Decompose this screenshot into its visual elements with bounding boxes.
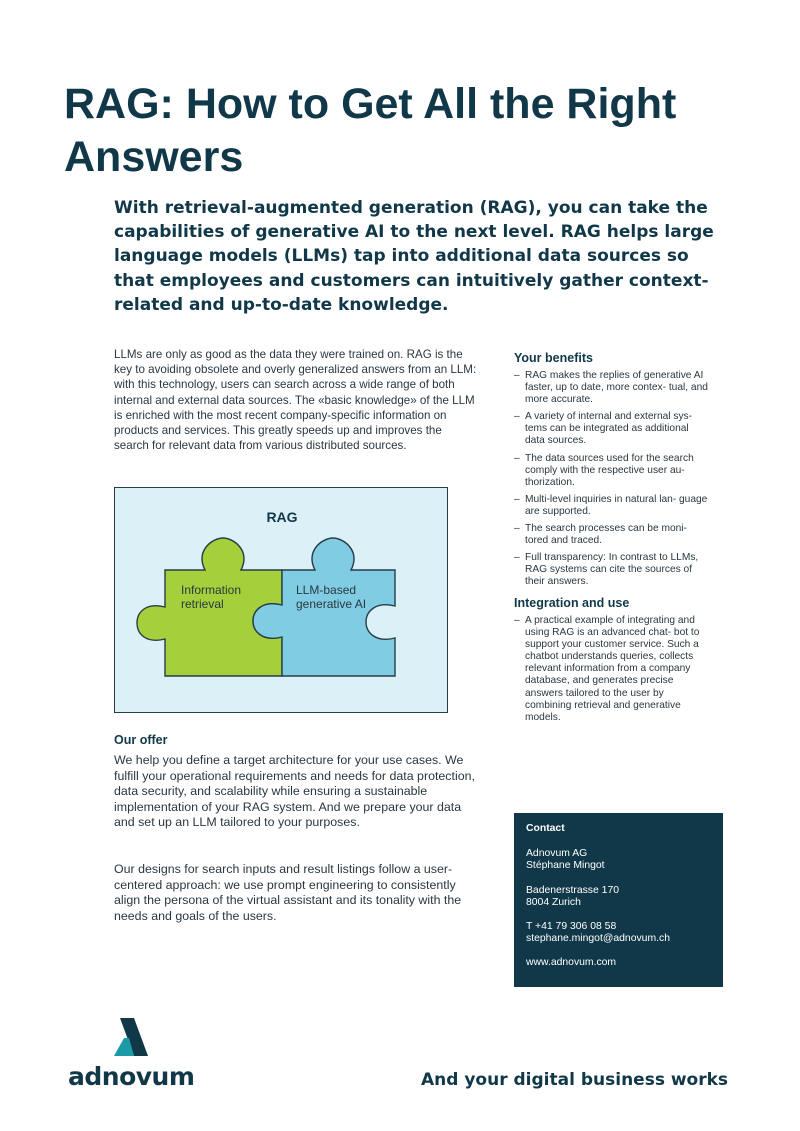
contact-company: Adnovum AG [526,848,588,860]
logo-wordmark: adnovum [68,1062,195,1091]
integration-list [514,615,710,729]
benefits-heading: Your benefits [514,351,593,365]
puzzle-graphic [115,488,449,714]
contact-heading: Contact [526,823,565,834]
intro-paragraph: LLMs are only as good as the data they were trained on. RAG is the key to avoiding obsolete and overly generalized answers from an LLM: with this technology, users can search across a wide range of both internal and external data sources. The «basic knowledge» of the LLM is enriched with the most recent company-specific information on products and services. This greatly speeds up and improves the search for relevant data from various distributed sources. [114,348,477,453]
integration-heading: Integration and use [514,596,630,610]
diagram-title: RAG [266,509,298,525]
contact-company-block [526,848,711,872]
right-piece-label-line1: LLM-based [296,583,357,597]
adnovum-logo [68,1018,198,1090]
rag-diagram [114,487,448,713]
right-piece-label-line2: generative AI [296,597,367,611]
contact-website-block [526,957,711,969]
adnovum-logo-icon [110,1018,152,1056]
benefit-item: – A variety of internal and external sys- tems can be integrated as additional data sources. [514,411,710,447]
benefit-item: – Full transparency: In contrast to LLMs, RAG systems can cite the sources of their answers. [514,552,710,588]
offer-paragraph-1: We help you define a target architecture for your use cases. We fulfill your operational requirements and needs for data protection, data security, and scalability while ensuring a sustainable implementation of your RAG system. And we prepare your data and set up an LLM tailored to your purposes. [114,753,475,830]
contact-email[interactable]: stephane.mingot@adnovum.ch [526,933,670,945]
left-piece-label-line2: retrieval [181,597,224,611]
contact-box [514,813,723,987]
integration-item: – A practical example of integrating and using RAG is an advanced chat- bot to support your customer service. Such a chatbot understands queries, collects relevant information from a company database, and generates precise answers tailored to the user by combining retrieval and generative models. [514,615,710,724]
contact-city: 8004 Zurich [526,896,581,908]
benefit-item: – Multi-level inquiries in natural lan- guage are supported. [514,494,710,518]
benefit-item: – The search processes can be moni- tored and traced. [514,523,710,547]
contact-website[interactable]: www.adnovum.com [526,957,617,969]
contact-street: Badenerstrasse 170 [526,884,619,896]
contact-phone: T +41 79 306 08 58 [526,921,617,933]
left-piece-label-line1: Information [181,583,242,597]
benefit-item: – RAG makes the replies of generative AI faster, up to date, more contex- tual, and more accurate. [514,370,710,406]
offer-heading: Our offer [114,733,168,747]
contact-reach-block [526,921,711,945]
benefits-list [514,370,710,594]
footer-tagline: And your digital business works [421,1070,729,1090]
contact-address-block [526,885,711,909]
contact-person: Stéphane Mingot [526,860,605,872]
page-title: RAG: How to Get All the Right Answers [64,80,677,181]
benefit-item: – The data sources used for the search comply with the respective user au- thorization. [514,453,710,489]
lead-paragraph: With retrieval-augmented generation (RAG), you can take the capabilities of generative AI to the next level. RAG helps large language models (LLMs) tap into additional data sources so that employees and customers can intuitively gather context-related and up-to-date knowledge. [114,198,714,315]
offer-paragraph-2: Our designs for search inputs and result listings follow a user-centered approach: we use prompt engineering to consistently align the persona of the virtual assistant and its tonality with the needs and goals of the users. [114,862,462,923]
